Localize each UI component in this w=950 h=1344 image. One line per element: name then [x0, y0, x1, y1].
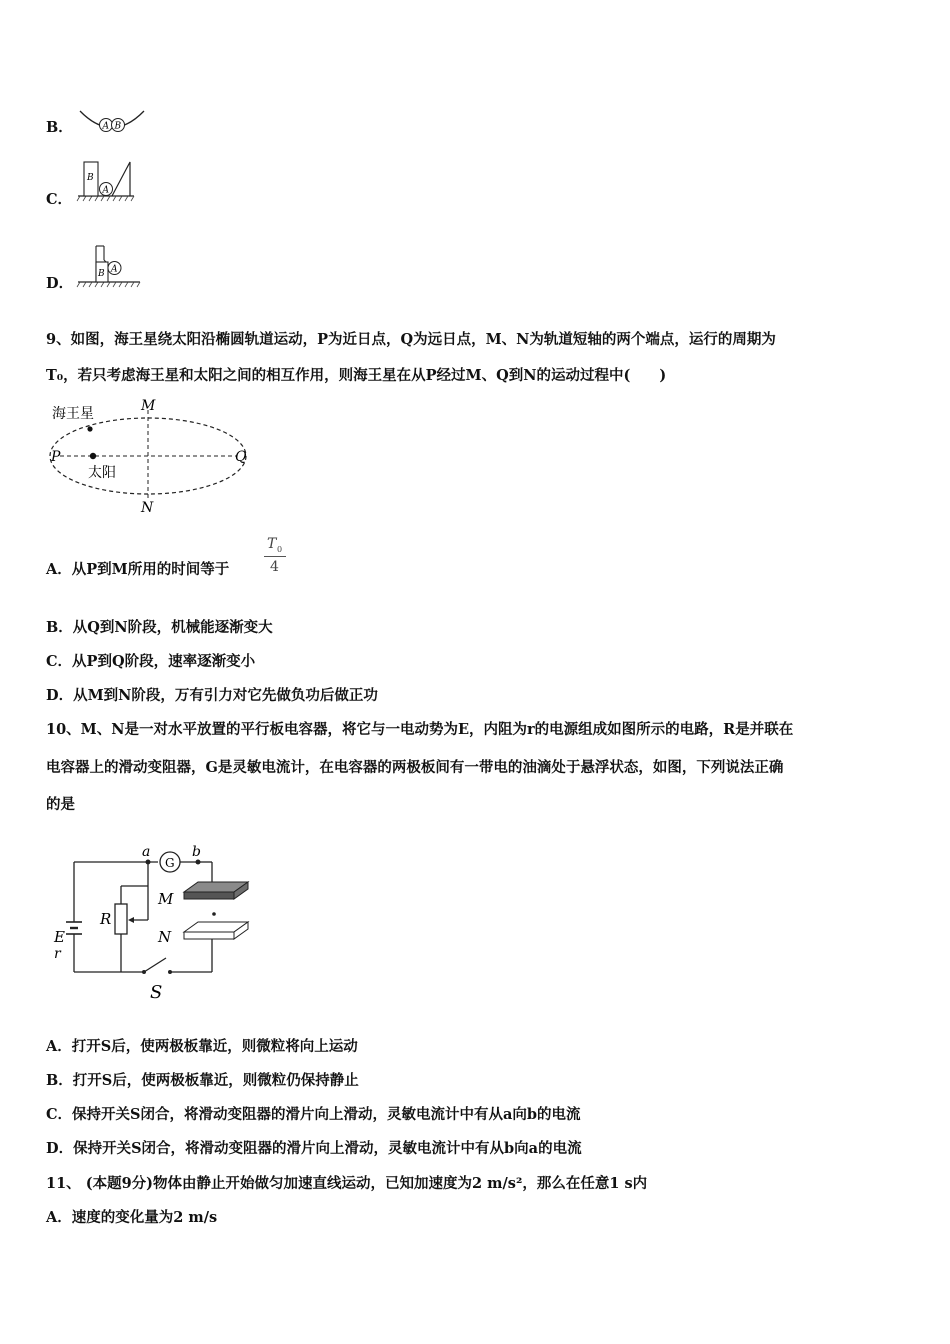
q10-stem-line-3: 的是: [46, 796, 75, 813]
q9-option-a-fraction: T 0 4: [264, 536, 288, 580]
q8-option-c-figure: [76, 158, 138, 206]
svg-text:G: G: [165, 856, 175, 870]
sun-dot: [90, 453, 96, 459]
q9-option-b: B．从Q到N阶段，机械能逐渐变大: [46, 619, 273, 636]
svg-text:M: M: [158, 890, 174, 908]
svg-text:A: A: [111, 264, 118, 275]
q10-stem-line-2: 电容器上的滑动变阻器，G是灵敏电流计，在电容器的两极板间有一带电的油滴处于悬浮状态，如图，下列说法正确: [46, 759, 784, 776]
svg-text:S: S: [150, 982, 163, 1003]
sun-label: 太阳: [88, 465, 116, 481]
svg-text:b: b: [192, 844, 201, 860]
q8-option-d-label: D．: [46, 275, 74, 292]
q9-option-c: C．从P到Q阶段，速率逐渐变小: [46, 653, 256, 670]
svg-text:P: P: [51, 449, 61, 465]
q8-option-b-label: B．: [46, 119, 73, 136]
q10-option-d: D．保持开关S闭合，将滑动变阻器的滑片向上滑动，灵敏电流计中有从b向a的电流: [46, 1140, 582, 1157]
svg-text:A: A: [102, 121, 109, 132]
q8-option-b-figure: [76, 108, 148, 138]
svg-text:R: R: [100, 910, 112, 928]
svg-text:N: N: [141, 500, 154, 516]
planet-label: 海王星: [52, 406, 94, 422]
svg-text:r: r: [54, 946, 61, 962]
svg-text:B: B: [114, 121, 122, 132]
q9-stem-line-2: T₀，若只考虑海王星和太阳之间的相互作用，则海王星在从P经过M、Q到N的运动过程中( ): [46, 367, 667, 384]
svg-text:a: a: [142, 844, 151, 860]
svg-text:N: N: [158, 928, 172, 946]
q11-option-a: A．速度的变化量为2 m/s: [46, 1209, 218, 1226]
q8-option-c-label: C．: [46, 191, 73, 208]
q8-option-d-figure: [76, 242, 144, 290]
q10-stem-line-1: 10、M、N是一对水平放置的平行板电容器，将它与一电动势为E，内阻为r的电源组成如图所示的电路，R是并联在: [46, 721, 794, 738]
q10-circuit-figure: [46, 840, 261, 1005]
svg-text:B: B: [87, 173, 94, 183]
planet-dot: [87, 426, 92, 431]
q9-option-a: A．从P到M所用的时间等于: [46, 561, 230, 578]
q10-option-a: A．打开S后，使两极板靠近，则微粒将向上运动: [46, 1038, 358, 1055]
svg-text:A: A: [102, 185, 109, 196]
svg-text:E: E: [54, 928, 65, 946]
q9-stem-line-1: 9、如图，海王星绕太阳沿椭圆轨道运动，P为近日点，Q为远日点，M、N为轨道短轴的两个端点，运行的周期为: [46, 331, 776, 348]
svg-text:B: B: [98, 269, 105, 279]
q9-orbit-figure: [46, 395, 266, 517]
svg-text:Q: Q: [235, 449, 247, 465]
q11-stem: 11、 (本题9分)物体由静止开始做匀加速直线运动，已知加速度为2 m/s²，那么在任意1 s内: [46, 1175, 648, 1192]
svg-text:M: M: [141, 398, 156, 414]
q9-option-d: D．从M到N阶段，万有引力对它先做负功后做正功: [46, 687, 378, 704]
q10-option-c: C．保持开关S闭合，将滑动变阻器的滑片向上滑动，灵敏电流计中有从a向b的电流: [46, 1106, 581, 1123]
q10-option-b: B．打开S后，使两极板靠近，则微粒仍保持静止: [46, 1072, 359, 1089]
